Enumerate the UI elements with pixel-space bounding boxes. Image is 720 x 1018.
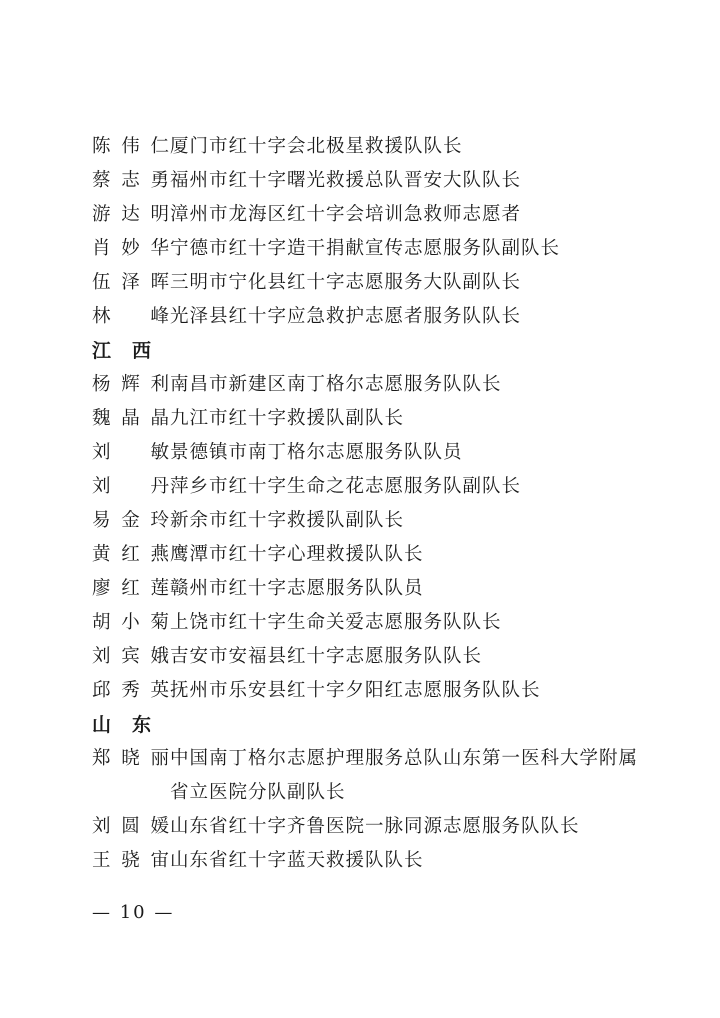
person-title: 三明市宁化县红十字志愿服务大队副队长 [170,272,522,293]
person-name: 刘 丹 [92,476,170,497]
person-name: 杨辉利 [92,374,170,395]
list-item [92,436,652,470]
list-item [92,606,652,640]
list-item [92,810,652,844]
person-title: 吉安市安福县红十字志愿服务队队长 [170,646,483,667]
list-item [92,742,652,810]
person-name: 魏晶晶 [92,408,170,429]
person-name: 刘宾娥 [92,646,170,667]
volunteer-list [92,130,652,878]
person-title: 漳州市龙海区红十字会培训急救师志愿者 [170,204,522,225]
person-name: 陈伟仁 [92,136,170,157]
list-item [92,402,652,436]
list-item [92,572,652,606]
person-name: 邱秀英 [92,680,170,701]
person-title: 中国南丁格尔志愿护理服务总队山东第一医科大学附属省立医院分队副队长 [170,748,639,803]
person-title: 抚州市乐安县红十字夕阳红志愿服务队队长 [170,680,541,701]
person-name: 王骁宙 [92,850,170,871]
person-title: 景德镇市南丁格尔志愿服务队队员 [170,442,463,463]
list-item [92,198,652,232]
person-name: 蔡志勇 [92,170,170,191]
person-title: 九江市红十字救援队副队长 [170,408,405,429]
list-item [92,640,652,674]
person-name: 伍泽晖 [92,272,170,293]
person-title: 鹰潭市红十字心理救援队队长 [170,544,424,565]
person-title: 厦门市红十字会北极星救援队队长 [170,136,463,157]
person-title: 山东省红十字蓝天救援队队长 [170,850,424,871]
list-item [92,130,652,164]
list-item [92,164,652,198]
person-name: 黄红燕 [92,544,170,565]
person-title: 山东省红十字齐鲁医院一脉同源志愿服务队队长 [170,816,580,837]
person-name: 游达明 [92,204,170,225]
list-item [92,300,652,334]
page-number: — 10 — [92,902,175,923]
person-name: 刘 敏 [92,442,170,463]
person-name: 廖红莲 [92,578,170,599]
list-item [92,266,652,300]
person-title: 上饶市红十字生命关爱志愿服务队队长 [170,612,502,633]
person-name: 林 峰 [92,306,170,327]
list-item [92,470,652,504]
list-item [92,538,652,572]
region-heading-row [92,334,652,368]
list-item [92,504,652,538]
person-title: 赣州市红十字志愿服务队队员 [170,578,424,599]
region-heading: 山东 [92,714,152,736]
list-item [92,844,652,878]
person-name: 易金玲 [92,510,170,531]
list-item [92,232,652,266]
person-title: 萍乡市红十字生命之花志愿服务队副队长 [170,476,522,497]
person-title: 新余市红十字救援队副队长 [170,510,405,531]
list-item [92,368,652,402]
person-title: 宁德市红十字造干捐献宣传志愿服务队副队长 [170,238,561,259]
person-name: 郑晓丽 [92,748,170,769]
person-name: 刘圆媛 [92,816,170,837]
person-name: 肖妙华 [92,238,170,259]
person-title: 光泽县红十字应急救护志愿者服务队队长 [170,306,522,327]
list-item [92,674,652,708]
person-name: 胡小菊 [92,612,170,633]
person-title: 福州市红十字曙光救援总队晋安大队队长 [170,170,522,191]
region-heading: 江西 [92,340,152,362]
region-heading-row [92,708,652,742]
person-title: 南昌市新建区南丁格尔志愿服务队队长 [170,374,502,395]
